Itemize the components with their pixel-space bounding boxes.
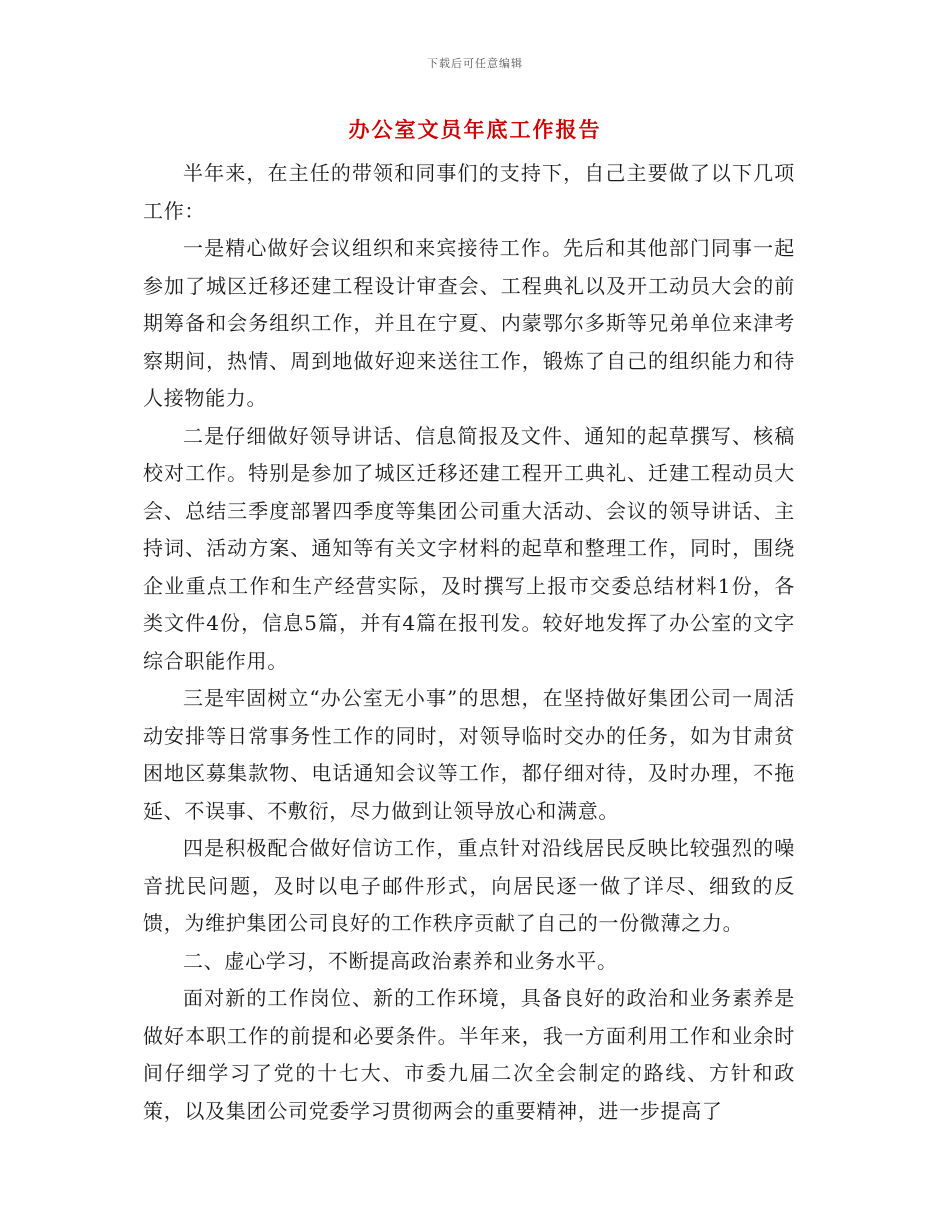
paragraph-item-4: 四是积极配合做好信访工作，重点针对沿线居民反映比较强烈的噪音扰民问题，及时以电子邮件形式，向居民逐一做了详尽、细致的反馈，为维护集团公司良好的工作秩序贡献了自己的一份微薄之力。 xyxy=(143,836,795,935)
document-title: 办公室文员年底工作报告 xyxy=(348,118,602,142)
paragraph-item-2: 二是仔细做好领导讲话、信息简报及文件、通知的起草撰写、核稿校对工作。特别是参加了城区迁移还建工程开工典礼、迁建工程动员大会、总结三季度部署四季度等集团公司重大活动、会议的领导讲话、主持词、活动方案、通知等有关文字材料的起草和整理工作，同时，围绕企业重点工作和生产经营实际，及时撰写上报市交委总结材料1份，各类文件4份，信息5篇，并有4篇在报刊发。较好地发挥了办公室的文字综合职能作用。 xyxy=(143,423,795,673)
section-heading: 二、虚心学习，不断提高政治素养和业务水平。 xyxy=(183,948,618,973)
paragraph-item-1: 一是精心做好会议组织和来宾接待工作。先后和其他部门同事一起参加了城区迁移还建工程设计审查会、工程典礼以及开工动员大会的前期筹备和会务组织工作，并且在宁夏、内蒙鄂尔多斯等兄弟单位来津考察期间，热情、周到地做好迎来送往工作，锻炼了自己的组织能力和待人接物能力。 xyxy=(143,236,795,410)
paragraph-item-3: 三是牢固树立“办公室无小事”的思想，在坚持做好集团公司一周活动安排等日常事务性工作的同时，对领导临时交办的任务，如为甘肃贫困地区募集款物、电话通知会议等工作，都仔细对待，及时办理，不拖延、不误事、不敷衍，尽力做到让领导放心和满意。 xyxy=(143,686,795,823)
document-body xyxy=(143,155,795,1130)
paragraph-study: 面对新的工作岗位、新的工作环境，具备良好的政治和业务素养是做好本职工作的前提和必要条件。半年来，我一方面利用工作和业余时间仔细学习了党的十七大、市委九届二次全会制定的路线、方针和政策，以及集团公司党委学习贯彻两会的重要精神，进一步提高了 xyxy=(143,986,795,1123)
page-header: 下载后可任意编辑 xyxy=(427,57,523,70)
paragraph-intro: 半年来，在主任的带领和同事们的支持下，自己主要做了以下几项工作： xyxy=(143,161,795,223)
